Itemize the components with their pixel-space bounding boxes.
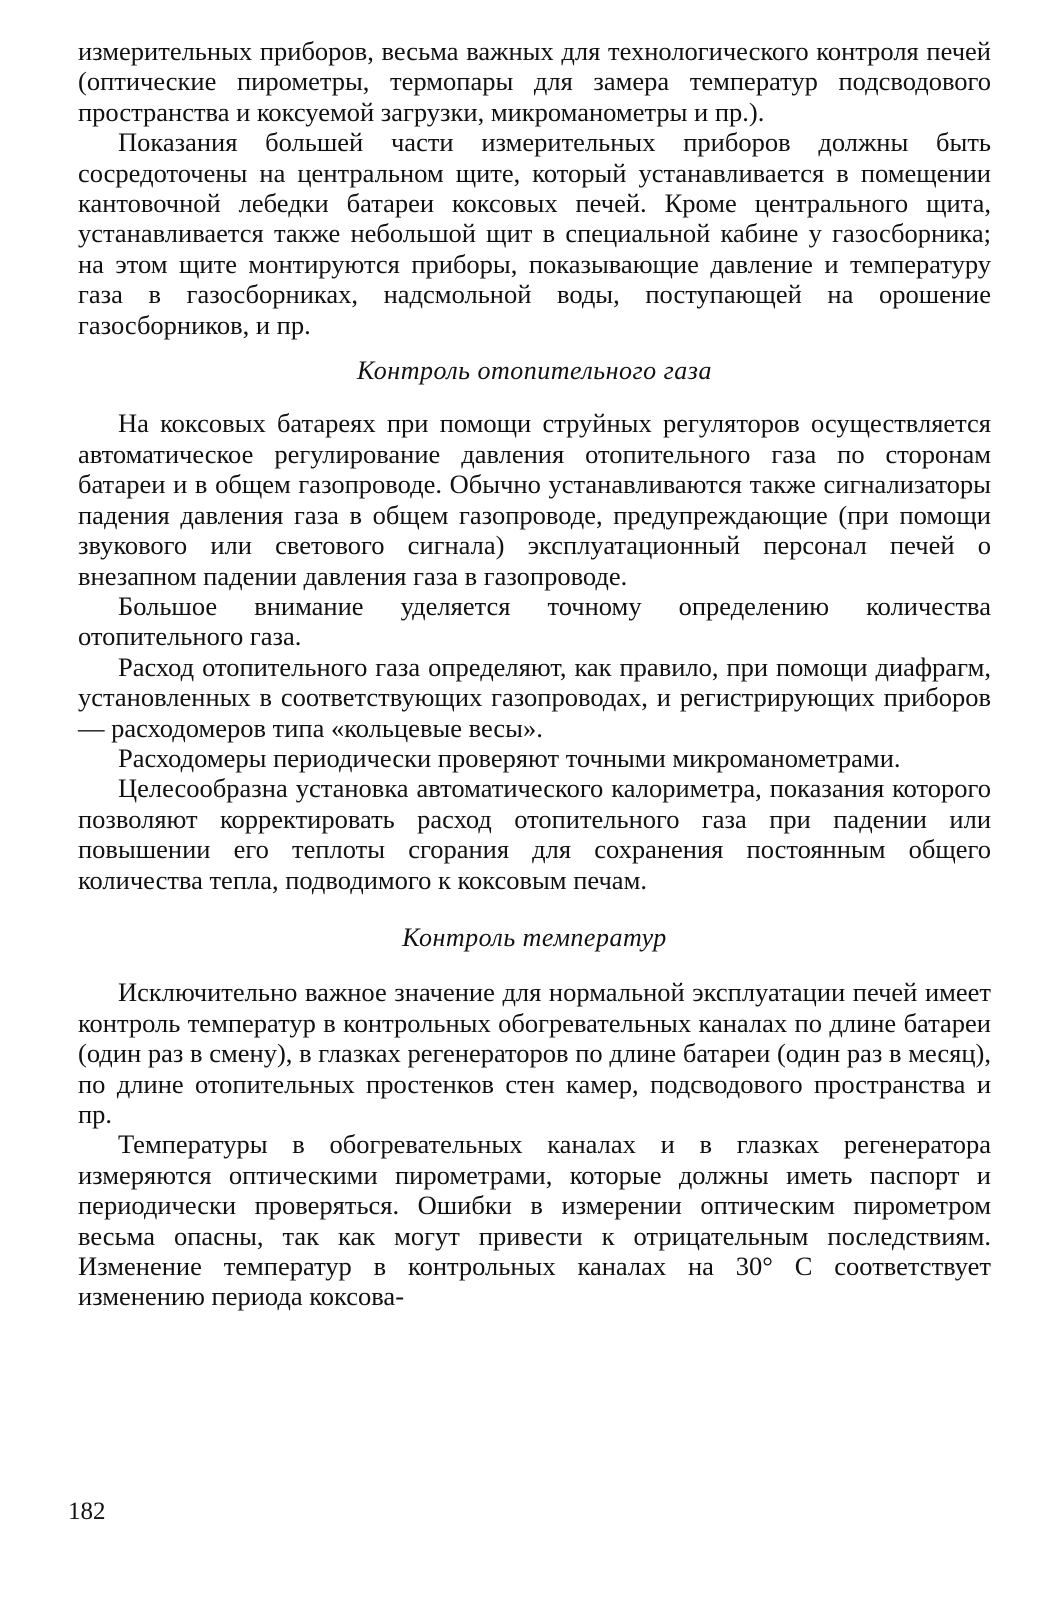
- paragraph-gas-quantity: Большое внимание уделяется точному определению количества отопительного газа.: [78, 590, 991, 652]
- page-number: 182: [68, 1498, 106, 1525]
- section-heading-temperatures: Контроль температур: [402, 922, 667, 952]
- paragraph-jet-regulators: На коксовых батареях при помощи струйных регуляторов осуществляется автоматическое регулирование давления отопительного газа по сторонам батареи и в общем газопроводе. Обычно устанавливаются также сигнализаторы падения давления газа в общем газопроводе, предупреждающие (при помощи звукового или светового сигнала) эксплуатационный персонал печей о внезапном падении давления газа в газопроводе.: [78, 408, 991, 591]
- paragraph-continued: измерительных приборов, весьма важных для технологического контроля печей (оптические пирометры, термопары для замера температур подсводового пространства и коксуемой загрузки, микроманометры и пр.).: [78, 36, 991, 127]
- paragraph-flowmeter-check: Расходомеры периодически проверяют точными микроманометрами.: [118, 742, 901, 773]
- paragraph-temperature-control: Исключительно важное значение для нормальной эксплуатации печей имеет контроль температур в контрольных обогревательных каналах по длине батареи (один раз в смену), в глазках регенераторов по длине батареи (один раз в месяц), по длине отопительных простенков стен камер, подсводового пространства и пр.: [78, 977, 991, 1129]
- paragraph-calorimeter: Целесообразна установка автоматического калориметра, показания которого позволяют корректировать расход отопительного газа при падении или повышении его теплоты сгорания для сохранения постоянным общего количества тепла, подводимого к коксовым печам.: [78, 773, 991, 895]
- paragraph-central-panel: Показания большей части измерительных приборов должны быть сосредоточены на центральном щите, который устанавливается в помещении кантовочной лебедки батареи коксовых печей. Кроме центрального щита, устанавливается также небольшой щит в специальной кабине у газосборника; на этом щите монтируются приборы, показывающие давление и температуру газа в газосборниках, надсмольной воды, поступающей на орошение газосборников, и пр.: [78, 127, 991, 340]
- paragraph-optical-pyrometers: Температуры в обогревательных каналах и в глазках регенератора измеряются оптическими пирометрами, которые должны иметь паспорт и периодически проверяться. Ошибки в измерении оптическим пирометром весьма опасны, так как могут привести к отрицательным последствиям. Изменение температур в контрольных каналах на 30° С соответствует изменению периода коксова-: [78, 1129, 991, 1312]
- page-body: [78, 36, 991, 1312]
- section-heading-heating-gas: Контроль отопительного газа: [357, 356, 712, 386]
- paragraph-flow-measurement: Расход отопительного газа определяют, как правило, при помощи диафрагм, установленных в соответствующих газопроводах, и регистрирующих приборов — расходомеров типа «кольцевые весы».: [78, 651, 991, 743]
